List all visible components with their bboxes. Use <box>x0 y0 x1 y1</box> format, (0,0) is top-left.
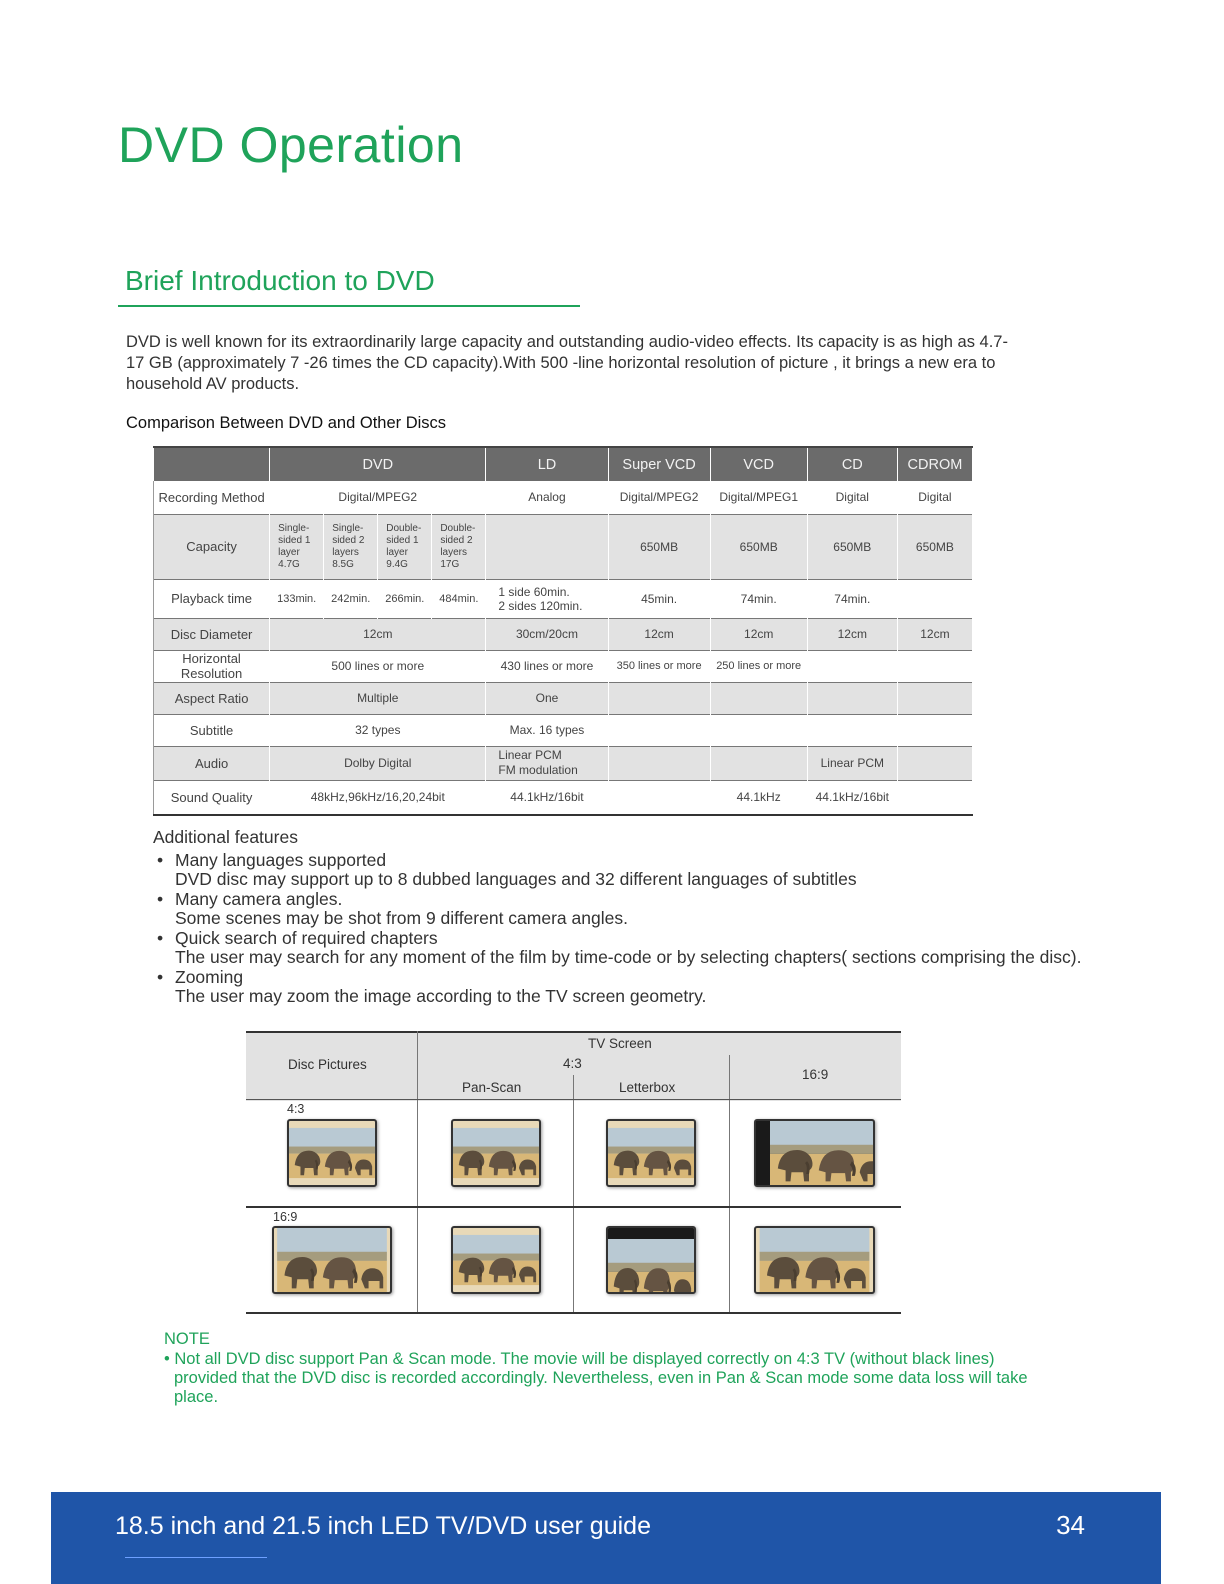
cell <box>486 746 608 780</box>
cell: 430 lines or more <box>486 650 608 682</box>
cell: 484min. <box>432 579 486 618</box>
cell: 12cm <box>608 618 710 650</box>
row-label-sound: Sound Quality <box>154 780 270 815</box>
row-label-line: Resolution <box>180 666 243 681</box>
cell-line: Linear PCM <box>498 748 562 762</box>
cell: 650MB <box>608 514 710 579</box>
header-dvd: DVD <box>270 447 486 481</box>
feature-title: Many languages supported <box>175 850 387 870</box>
table-header-row <box>154 447 973 481</box>
cell: 500 lines or more <box>270 650 486 682</box>
row-label-recording: Recording Method <box>154 481 270 514</box>
table-row <box>154 514 973 579</box>
table-row <box>154 746 973 780</box>
cell: 45min. <box>608 579 710 618</box>
page-title: DVD Operation <box>118 117 464 173</box>
cell: 74min. <box>710 579 807 618</box>
cell: Digital/MPEG1 <box>710 481 807 514</box>
comparison-table <box>153 446 973 816</box>
divider <box>573 1075 574 1314</box>
cell: 12cm <box>807 618 897 650</box>
ratio-169-label: 16:9 <box>802 1067 829 1082</box>
letterbox-label: Letterbox <box>619 1080 676 1095</box>
divider <box>246 1206 901 1208</box>
cell: Double- sided 2 layers 17G <box>432 514 486 579</box>
cell-line: 2 sides 120min. <box>498 598 583 613</box>
image-43-on-169 <box>754 1119 875 1187</box>
intro-paragraph: DVD is well known for its extraordinarily large capacity and outstanding audio-video effects. Its capacity is as high as 4.7-17 GB (approximately 7 -26 times the CD capacity).With 500 -line horizontal resolution of picture , it brings a new era to household AV products. <box>126 333 1008 393</box>
cell <box>608 780 710 815</box>
cell <box>897 780 972 815</box>
cell: 44.1kHz/16bit <box>486 780 608 815</box>
header-cdrom: CDROM <box>897 447 972 481</box>
table-row <box>154 650 973 682</box>
image-169-panscan <box>451 1226 541 1294</box>
header-ld: LD <box>486 447 608 481</box>
row-label-audio: Audio <box>154 746 270 780</box>
cell: Single- sided 1 layer 4.7G <box>270 514 324 579</box>
feature-title: Quick search of required chapters <box>175 928 438 948</box>
cell: 242min. <box>324 579 378 618</box>
row-label-diameter: Disc Diameter <box>154 618 270 650</box>
feature-title: Many camera angles. <box>175 889 343 909</box>
cell <box>710 682 807 714</box>
section-heading: Brief Introduction to DVD <box>125 265 435 296</box>
image-43-source <box>287 1119 377 1187</box>
cell: Double- sided 1 layer 9.4G <box>378 514 432 579</box>
cell: 12cm <box>710 618 807 650</box>
cell <box>807 682 897 714</box>
cell: Multiple <box>270 682 486 714</box>
list-item <box>153 890 1113 928</box>
cell: Single- sided 2 layers 8.5G <box>324 514 378 579</box>
cell: 266min. <box>378 579 432 618</box>
header-cd: CD <box>807 447 897 481</box>
cell: 74min. <box>807 579 897 618</box>
image-43-panscan <box>451 1119 541 1187</box>
cell: Digital/MPEG2 <box>608 481 710 514</box>
list-item <box>153 968 1113 1006</box>
footer-title: 18.5 inch and 21.5 inch LED TV/DVD user guide <box>115 1512 651 1540</box>
disc-pictures-label: Disc Pictures <box>288 1057 367 1072</box>
cell: 44.1kHz <box>710 780 807 815</box>
header-vcd: VCD <box>710 447 807 481</box>
tv-screen-label: TV Screen <box>588 1036 652 1051</box>
cell: Digital/MPEG2 <box>270 481 486 514</box>
image-169-letterbox <box>606 1226 696 1294</box>
feature-desc: Some scenes may be shot from 9 different camera angles. <box>175 908 628 928</box>
list-item <box>153 851 1113 889</box>
cell <box>897 714 972 746</box>
cell: One <box>486 682 608 714</box>
header-blank <box>154 447 270 481</box>
row-label-line: Horizontal <box>182 651 241 666</box>
screen-format-table <box>246 1031 901 1314</box>
cell <box>608 746 710 780</box>
list-item <box>153 929 1113 967</box>
divider <box>729 1055 730 1314</box>
row-169-label: 16:9 <box>273 1210 298 1224</box>
cell <box>897 579 972 618</box>
feature-desc: The user may search for any moment of the film by time-code or by selecting chapters( sections comprising the disc). <box>175 947 1082 967</box>
page-number: 34 <box>1056 1510 1085 1540</box>
cell-line: 1 side 60min. <box>498 584 570 599</box>
cell: 250 lines or more <box>710 650 807 682</box>
table-row <box>154 780 973 815</box>
footer-underline <box>125 1557 267 1558</box>
features-list <box>153 851 1113 1006</box>
cell <box>897 746 972 780</box>
comparison-heading: Comparison Between DVD and Other Discs <box>126 414 447 432</box>
cell: 12cm <box>897 618 972 650</box>
cell <box>710 714 807 746</box>
note-text: • Not all DVD disc support Pan & Scan mode. The movie will be displayed correctly on 4:3 TV (without black lines) provided that the DVD disc is recorded accordingly. Nevertheless, even in Pan & Scan mode some data loss will take place. <box>164 1350 1028 1406</box>
cell: Dolby Digital <box>270 746 486 780</box>
cell <box>897 650 972 682</box>
row-43-label: 4:3 <box>287 1102 305 1116</box>
cell <box>807 714 897 746</box>
table-row <box>154 481 973 514</box>
cell: 32 types <box>270 714 486 746</box>
cell <box>897 682 972 714</box>
cell: 48kHz,96kHz/16,20,24bit <box>270 780 486 815</box>
row-label-subtitle: Subtitle <box>154 714 270 746</box>
cell: 30cm/20cm <box>486 618 608 650</box>
row-label-capacity: Capacity <box>154 514 270 579</box>
cell <box>608 714 710 746</box>
cell-line: FM modulation <box>498 763 578 777</box>
image-169-source <box>272 1226 392 1294</box>
image-43-letterbox <box>606 1119 696 1187</box>
cell: Digital <box>807 481 897 514</box>
cell: Max. 16 types <box>486 714 608 746</box>
cell: 650MB <box>807 514 897 579</box>
table-row <box>154 618 973 650</box>
feature-desc: DVD disc may support up to 8 dubbed languages and 32 different languages of subtitles <box>175 869 857 889</box>
cell <box>486 579 608 618</box>
cell: 133min. <box>270 579 324 618</box>
footer-bar <box>51 1492 1161 1584</box>
cell: Analog <box>486 481 608 514</box>
cell: 350 lines or more <box>608 650 710 682</box>
feature-desc: The user may zoom the image according to the TV screen geometry. <box>175 986 707 1006</box>
divider <box>246 1099 901 1100</box>
cell: 12cm <box>270 618 486 650</box>
divider <box>246 1312 901 1314</box>
additional-features <box>153 827 1113 1007</box>
row-label-playback: Playback time <box>154 579 270 618</box>
cell: 650MB <box>897 514 972 579</box>
section-divider <box>118 305 580 307</box>
cell <box>807 650 897 682</box>
ratio-43-label: 4:3 <box>563 1056 582 1071</box>
row-label-aspect: Aspect Ratio <box>154 682 270 714</box>
cell: Digital <box>897 481 972 514</box>
cell: Linear PCM <box>807 746 897 780</box>
cell <box>486 514 608 579</box>
features-title: Additional features <box>153 827 298 847</box>
cell: 44.1kHz/16bit <box>807 780 897 815</box>
feature-title: Zooming <box>175 967 244 987</box>
table-row <box>154 682 973 714</box>
table-row <box>154 579 973 618</box>
header-super-vcd: Super VCD <box>608 447 710 481</box>
note-block <box>164 1330 1044 1407</box>
note-title: NOTE <box>164 1330 210 1348</box>
table-row <box>154 714 973 746</box>
cell: 650MB <box>710 514 807 579</box>
row-label-resolution <box>154 650 270 682</box>
divider <box>417 1031 418 1314</box>
image-169-on-169 <box>754 1226 875 1294</box>
cell <box>608 682 710 714</box>
pan-scan-label: Pan-Scan <box>462 1080 522 1095</box>
cell <box>710 746 807 780</box>
